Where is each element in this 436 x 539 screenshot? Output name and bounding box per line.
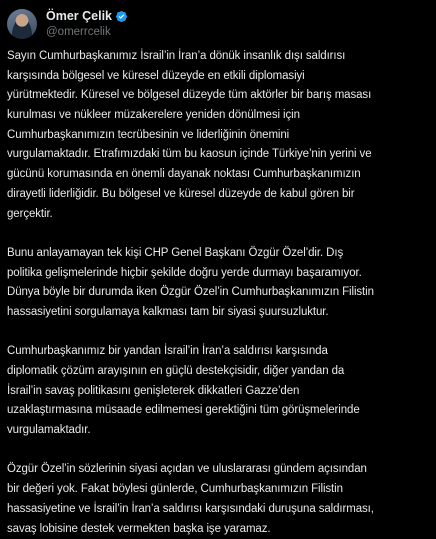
- post-text-line: karşısında bölgesel ve küresel düzeyde en etkili diplomasiyi: [7, 67, 431, 87]
- author-handle[interactable]: @omerrcelik: [46, 25, 128, 39]
- post-header: [7, 8, 128, 40]
- post-text-line: yürütmektedir. Küresel ve bölgesel düzeyde tüm aktörler bir barış masası: [7, 86, 431, 106]
- post-paragraph: [7, 460, 431, 539]
- post-text-line: kurulması ve nükleer müzakerelere yeniden dönülmesi için: [7, 106, 431, 126]
- post-text-line: savaş lobisine destek vermekten başka işe yaramaz.: [7, 520, 431, 539]
- post-text-line: vurgulamaktadır.: [7, 421, 431, 441]
- post-text-line: diplomatik çözüm arayışının en güçlü destekçisidir, diğer yandan da: [7, 362, 431, 382]
- post-paragraph: [7, 244, 431, 323]
- post-text-line: Cumhurbaşkanımızın tecrübesinin ve liderliğinin önemini: [7, 126, 431, 146]
- post-text-line: hassasiyetine ve İsrail’in İran’a saldırısı karşısındaki duruşuna saldırması,: [7, 500, 431, 520]
- post-paragraph: [7, 342, 431, 440]
- post-text-line: vurgulamaktadır. Etrafımızdaki tüm bu kaosun içinde Türkiye’nin yerini ve: [7, 145, 431, 165]
- post-text-line: bir değeri yok. Fakat böylesi günlerde, Cumhurbaşkanımızın Filistin: [7, 480, 431, 500]
- post-text-line: Cumhurbaşkanımız bir yandan İsrail’in İran’a saldırısı karşısında: [7, 342, 431, 362]
- author-names: [46, 9, 128, 39]
- paragraph-gap: [7, 323, 431, 343]
- post-text-line: gücünü korumasında en önemli dayanak noktası Cumhurbaşkanımızın: [7, 165, 431, 185]
- post-text-line: Sayın Cumhurbaşkanımız İsrail’in İran’a dönük insanlık dışı saldırısı: [7, 47, 431, 67]
- post-text-line: Dünya böyle bir durumda iken Özgür Özel’in Cumhurbaşkanımızın Filistin: [7, 283, 431, 303]
- paragraph-gap: [7, 441, 431, 461]
- post-text: [7, 47, 431, 539]
- post-text-line: Özgür Özel’in sözlerinin siyasi açıdan ve uluslararası gündem açısından: [7, 460, 431, 480]
- post-text-line: uzaklaştırmasına müsaade edilmemesi gerektiğini tüm görüşmelerinde: [7, 401, 431, 421]
- author-display-name[interactable]: Ömer Çelik: [46, 9, 112, 24]
- post-paragraph: [7, 47, 431, 224]
- avatar[interactable]: [7, 9, 37, 39]
- verified-badge-icon: [115, 10, 128, 23]
- post-text-line: dirayetli liderliğidir. Bu bölgesel ve küresel düzeyde de kabul gören bir: [7, 185, 431, 205]
- paragraph-gap: [7, 224, 431, 244]
- post-text-line: Bunu anlayamayan tek kişi CHP Genel Başkanı Özgür Özel’dir. Dış: [7, 244, 431, 264]
- post-text-line: politika gelişmelerinde hiçbir şekilde doğru yerde durmayı başaramıyor.: [7, 264, 431, 284]
- post-text-line: hassasiyetini sorgulamaya kalkması tam bir siyasi şuursuzluktur.: [7, 303, 431, 323]
- post-text-line: gerçektir.: [7, 205, 431, 225]
- name-row: [46, 9, 128, 24]
- post-text-line: İsrail’in savaş politikasını genişleterek dikkatleri Gazze’den: [7, 382, 431, 402]
